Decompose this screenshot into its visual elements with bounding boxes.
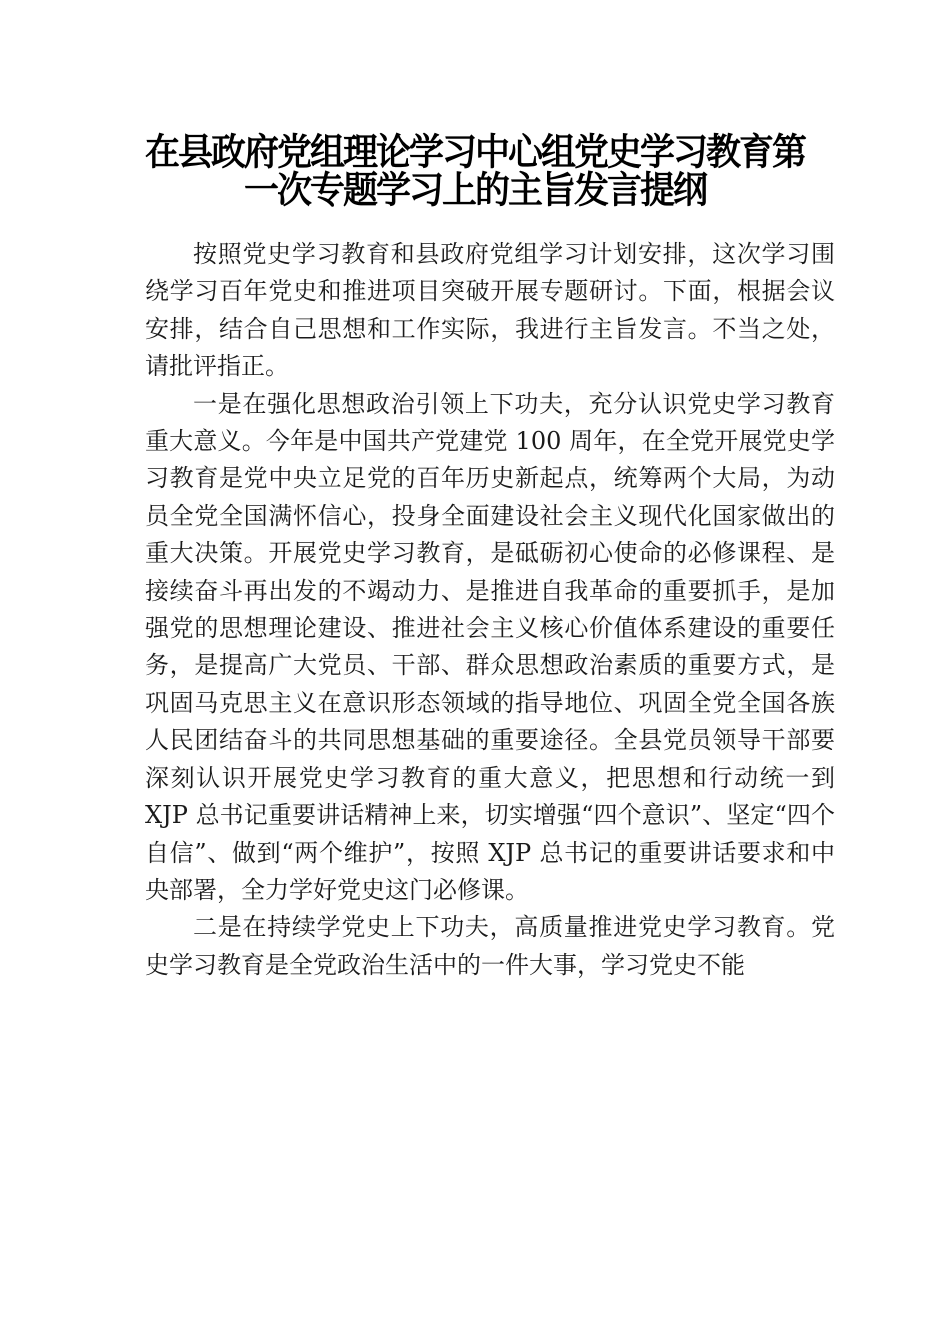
paragraph-point-one: 一是在强化思想政治引领上下功夫，充分认识党史学习教育重大意义。今年是中国共产党建党 100 周年，在全党开展党史学习教育是党中央立足党的百年历史新起点，统筹两个大局，为动员全党全国满怀信心，投身全面建设社会主义现代化国家做出的重大决策。开展党史学习教育，是砥砺初心使命的必修课程、是接续奋斗再出发的不竭动力、是推进自我革命的重要抓手，是加强党的思想理论建设、推进社会主义核心价值体系建设的重要任务，是提高广大党员、干部、群众思想政治素质的重要方式，是巩固马克思主义在意识形态领域的指导地位、巩固全党全国各族人民团结奋斗的共同思想基础的重要途径。全县党员领导干部要深刻认识开展党史学习教育的重大意义，把思想和行动统一到 XJP 总书记重要讲话精神上来，切实增强“四个意识”、坚定“四个自信”、做到“两个维护”，按照 XJP 总书记的重要讲话要求和中央部署，全力学好党史这门必修课。 [145,389,835,904]
document-body [145,236,835,984]
paragraph-point-two: 二是在持续学党史上下功夫，高质量推进党史学习教育。党史学习教育是全党政治生活中的一件大事，学习党史不能 [145,913,835,979]
document-title: 在县政府党组理论学习中心组党史学习教育第一次专题学习上的主旨发言提纲 [144,132,805,212]
paragraph-intro: 按照党史学习教育和县政府党组学习计划安排，这次学习围绕学习百年党史和推进项目突破开展专题研讨。下面，根据会议安排，结合自己思想和工作实际，我进行主旨发言。不当之处，请批评指正。 [145,240,835,381]
